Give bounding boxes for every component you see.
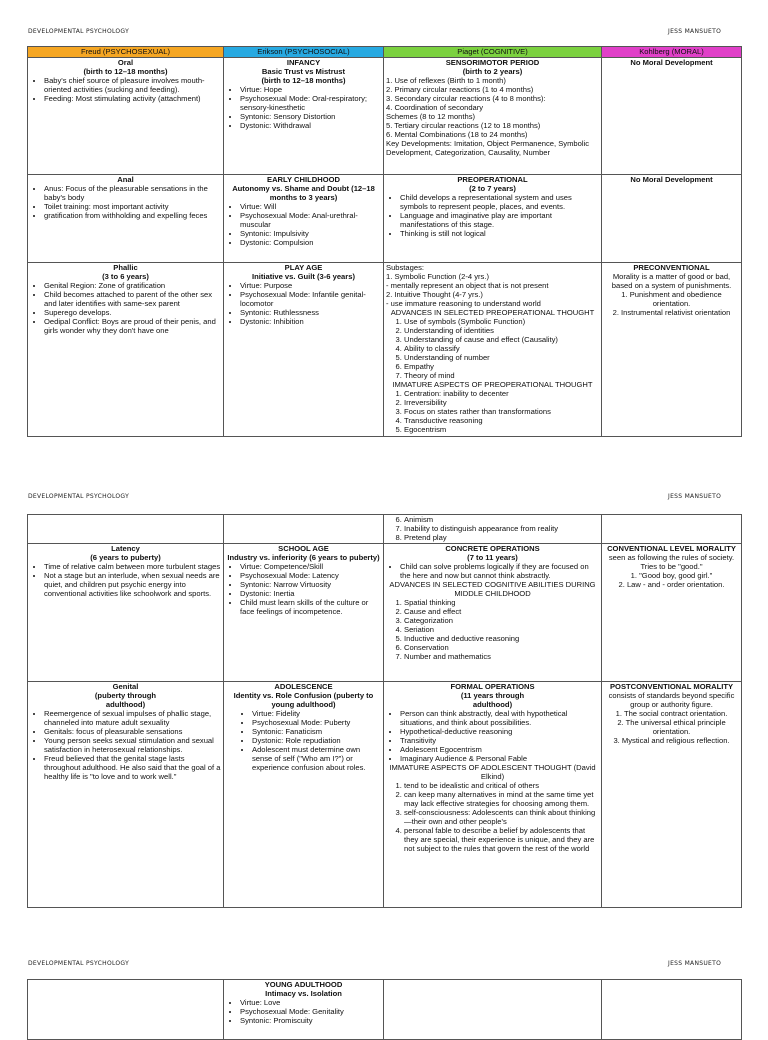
stages-table-page2	[27, 514, 742, 908]
list-item: • Virtue: Fidelity	[252, 709, 381, 718]
list-item: • Psychosexual Mode: Infantile genital-locomotor	[240, 290, 381, 308]
freud-genital-cell	[28, 682, 224, 908]
stage-conflict: Basic Trust vs Mistrust	[261, 67, 346, 76]
piaget-concrete-operations-cell	[384, 544, 602, 682]
piaget-sensorimotor-cell	[384, 58, 602, 175]
stage-conflict: Identity vs. Role Confusion (puberty to young adulthood)	[233, 691, 374, 709]
text-line: 3. Secondary circular reactions (4 to 8 months):	[386, 94, 546, 103]
text-line: 2. Instrumental relativist orientation	[612, 308, 731, 317]
stage-title: Genital	[112, 682, 139, 691]
stage-age: (6 years to puberty)	[90, 553, 161, 562]
list-item: • Freud believed that the genital stage lasts throughout adulthood. He also said that the goal of a healthy life is "to love and to work well."	[44, 754, 221, 781]
kohlberg-postconventional-cell	[602, 682, 742, 908]
list-item: 8. Pretend play	[404, 533, 599, 542]
stage-title: No Moral Development	[630, 175, 713, 184]
text-line: 1. "Good boy, good girl."	[630, 571, 713, 580]
list-item: • gratification from withholding and expelling feces	[44, 211, 221, 220]
list-item: 3. Categorization	[404, 616, 599, 625]
stage-age: (11 years through	[460, 691, 525, 700]
stage-age: adulthood)	[105, 700, 146, 709]
list-item: 2. Irreversibility	[404, 398, 599, 407]
list-item: • Psychosexual Mode: Anal-urethral-muscular	[240, 211, 381, 229]
text-line: 5. Tertiary circular reactions (12 to 18 months)	[386, 121, 541, 130]
list-item: • Not a stage but an interlude, when sexual needs are quiet, and children put psychic energy into conventional activities like schoolwork and sports.	[44, 571, 221, 598]
list-item: • Syntonic: Promiscuity	[240, 1016, 381, 1025]
text-line: 6. Mental Combinations (18 to 24 months)	[386, 130, 528, 139]
empty-cell	[384, 980, 602, 1040]
stages-table-page3	[27, 979, 742, 1040]
stage-age: (2 to 7 years)	[469, 184, 516, 193]
list-item: 7. Inability to distinguish appearance from reality	[404, 524, 599, 533]
freud-phallic-cell	[28, 263, 224, 437]
piaget-header: Piaget (COGNITIVE)	[384, 47, 602, 58]
list-item: • Syntonic: Fanaticism	[252, 727, 381, 736]
list-item: • Child can solve problems logically if they are focused on the here and now but cannot think abstractly.	[400, 562, 599, 580]
list-item: 3. Focus on states rather than transformations	[404, 407, 599, 416]
stage-age: (puberty through	[94, 691, 157, 700]
list-item: • Psychosexual Mode: Genitality	[240, 1007, 381, 1016]
text-line: 2. Primary circular reactions (1 to 4 months)	[386, 85, 534, 94]
erikson-early-childhood-cell	[224, 175, 384, 263]
list-item: 1. Use of symbols (Symbolic Function)	[404, 317, 599, 326]
stage-conflict: Initiative vs. Guilt (3-6 years)	[252, 272, 355, 281]
list-item: • Syntonic: Ruthlessness	[240, 308, 381, 317]
list-item: • Thinking is still not logical	[400, 229, 599, 238]
erikson-play-age-cell	[224, 263, 384, 437]
stage-title: FORMAL OPERATIONS	[450, 682, 535, 691]
freud-anal-cell	[28, 175, 224, 263]
list-item: • Syntonic: Sensory Distortion	[240, 112, 381, 121]
text-line: Substages:	[386, 263, 424, 272]
stage-age: (7 to 11 years)	[467, 553, 518, 562]
list-item: 5. Egocentrism	[404, 425, 599, 434]
erikson-school-age-cell	[224, 544, 384, 682]
page-header-left: DEVELOPMENTAL PSYCHOLOGY	[28, 493, 130, 500]
stage-title: SENSORIMOTOR PERIOD	[445, 58, 540, 67]
piaget-continued-cell	[384, 515, 602, 544]
list-item: • Anus: Focus of the pleasurable sensations in the baby's body	[44, 184, 221, 202]
stage-title: PREOPERATIONAL	[457, 175, 528, 184]
list-item: • Syntonic: Narrow Virtuosity	[240, 580, 381, 589]
empty-cell	[224, 515, 384, 544]
list-item: 1. Spatial thinking	[404, 598, 599, 607]
stage-age: (birth to 12–18 months)	[261, 76, 346, 85]
list-item: • Dystonic: Compulsion	[240, 238, 381, 247]
list-item: 2. Cause and effect	[404, 607, 599, 616]
page-header-left: DEVELOPMENTAL PSYCHOLOGY	[28, 28, 130, 35]
erikson-adolescence-cell	[224, 682, 384, 908]
list-item: • Feeding: Most stimulating activity (attachment)	[44, 94, 221, 103]
stage-title: PLAY AGE	[284, 263, 323, 272]
stage-title: ADOLESCENCE	[274, 682, 333, 691]
page-header-right: JESS MANSUETO	[668, 28, 722, 35]
erikson-infancy-cell	[224, 58, 384, 175]
list-item: 3. Understanding of cause and effect (Causality)	[404, 335, 599, 344]
empty-cell	[602, 515, 742, 544]
freud-latency-cell	[28, 544, 224, 682]
list-item: • Language and imaginative play are important manifestations of this stage.	[400, 211, 599, 229]
list-item: • Psychosexual Mode: Latency	[240, 571, 381, 580]
stage-age: (birth to 2 years)	[462, 67, 523, 76]
bullet-list	[30, 76, 221, 103]
list-item: 2. can keep many alternatives in mind at the same time yet may lack effective strategies for choosing among them.	[404, 790, 599, 808]
list-item: • Virtue: Hope	[240, 85, 381, 94]
stage-title: Anal	[117, 175, 134, 184]
list-item: • Person can think abstractly, deal with hypothetical situations, and think about possibilities.	[400, 709, 599, 727]
section-heading: IMMATURE ASPECTS OF PREOPERATIONAL THOUGHT	[392, 380, 593, 389]
piaget-preoperational-cell	[384, 175, 602, 263]
list-item: • Virtue: Purpose	[240, 281, 381, 290]
text-line: Key Developments: Imitation, Object Permanence, Symbolic Development, Categorization, Causality, Number	[386, 139, 590, 157]
stage-title: INFANCY	[286, 58, 321, 67]
kohlberg-header: Kohlberg (MORAL)	[602, 47, 742, 58]
list-item: • Superego develops.	[44, 308, 221, 317]
empty-cell	[602, 980, 742, 1040]
text-line: 2. Law - and - order orientation.	[618, 580, 725, 589]
text-line: 1. Use of reflexes (Birth to 1 month)	[386, 76, 506, 85]
list-item: • Psychosexual Mode: Oral-respiratory; sensory-kinesthetic	[240, 94, 381, 112]
list-item: 6. Animism	[404, 515, 599, 524]
stage-title: YOUNG ADULTHOOD	[264, 980, 343, 989]
list-item: • Genitals: focus of pleasurable sensations	[44, 727, 221, 736]
text-line: Tries to be "good."	[640, 562, 703, 571]
list-item: • Dystonic: Inhibition	[240, 317, 381, 326]
freud-header: Freud (PSYCHOSEXUAL)	[28, 47, 224, 58]
list-item: • Virtue: Competence/Skill	[240, 562, 381, 571]
list-item: • Dystonic: Withdrawal	[240, 121, 381, 130]
stage-age: adulthood)	[472, 700, 513, 709]
list-item: • Virtue: Will	[240, 202, 381, 211]
text-line: - use immature reasoning to understand world	[386, 299, 541, 308]
list-item: • Genital Region: Zone of gratification	[44, 281, 221, 290]
list-item: • Child becomes attached to parent of the other sex and later identifies with same-sex parent	[44, 290, 221, 308]
list-item: • Child must learn skills of the culture or face feelings of incompetence.	[240, 598, 381, 616]
text-line: 1. The social contract orientation.	[615, 709, 728, 718]
stages-table-page1	[27, 46, 742, 437]
erikson-young-adulthood-cell	[224, 980, 384, 1040]
stage-age: (3 to 6 years)	[102, 272, 149, 281]
kohlberg-cell	[602, 58, 742, 175]
stage-description: seen as following the rules of society.	[608, 553, 735, 562]
text-line: Schemes (8 to 12 months)	[386, 112, 476, 121]
text-line: 2. The universal ethical principle orientation.	[617, 718, 726, 736]
stage-title: POSTCONVENTIONAL MORALITY	[609, 682, 734, 691]
list-item: • Dystonic: Role repudiation	[252, 736, 381, 745]
section-heading: ADVANCES IN SELECTED PREOPERATIONAL THOUGHT	[390, 308, 595, 317]
list-item: • Imaginary Audience & Personal Fable	[400, 754, 599, 763]
stage-title: EARLY CHILDHOOD	[267, 175, 340, 184]
stage-title: CONCRETE OPERATIONS	[445, 544, 540, 553]
list-item: • Young person seeks sexual stimulation and sexual satisfaction in heterosexual relationships.	[44, 736, 221, 754]
stage-conflict: Industry vs. inferiority (6 years to puberty)	[227, 553, 380, 562]
list-item: • Baby's chief source of pleasure involves mouth-oriented activities (sucking and feeding).	[44, 76, 221, 94]
text-line: 2. Intuitive Thought (4-7 yrs.)	[386, 290, 483, 299]
freud-oral-cell	[28, 58, 224, 175]
stage-age: (birth to 12–18 months)	[83, 67, 168, 76]
list-item: 4. Ability to classify	[404, 344, 599, 353]
text-line: 4. Coordination of secondary	[386, 103, 484, 112]
empty-cell	[28, 515, 224, 544]
list-item: • Psychosexual Mode: Puberty	[252, 718, 381, 727]
text-line: 1. Symbolic Function (2-4 yrs.)	[386, 272, 489, 281]
list-item: 1. Centration: inability to decenter	[404, 389, 599, 398]
kohlberg-conventional-cell	[602, 544, 742, 682]
stage-description: consists of standards beyond specific group or authority figure.	[608, 691, 735, 709]
stage-title: PRECONVENTIONAL	[633, 263, 710, 272]
page-header-right: JESS MANSUETO	[668, 493, 722, 500]
list-item: • Adolescent Egocentrism	[400, 745, 599, 754]
kohlberg-preconventional-cell	[602, 263, 742, 437]
list-item: • Time of relative calm between more turbulent stages	[44, 562, 221, 571]
list-item: • Adolescent must determine own sense of self ("Who am I?") or experience confusion about roles.	[252, 745, 381, 772]
kohlberg-cell	[602, 175, 742, 263]
list-item: • Syntonic: Impulsivity	[240, 229, 381, 238]
piaget-formal-operations-cell	[384, 682, 602, 908]
list-item: 2. Understanding of identities	[404, 326, 599, 335]
stage-title: Phallic	[113, 263, 138, 272]
page-header-right: JESS MANSUETO	[668, 960, 722, 967]
list-item: 5. Inductive and deductive reasoning	[404, 634, 599, 643]
text-line: 1. Punishment and obedience orientation.	[621, 290, 722, 308]
list-item: • Oedipal Conflict: Boys are proud of their penis, and girls wonder why they don't have one	[44, 317, 221, 335]
list-item: 7. Number and mathematics	[404, 652, 599, 661]
list-item: • Hypothetical-deductive reasoning	[400, 727, 599, 736]
piaget-substages-cell	[384, 263, 602, 437]
list-item: 7. Theory of mind	[404, 371, 599, 380]
list-item: • Transitivity	[400, 736, 599, 745]
stage-title: Latency	[111, 544, 140, 553]
list-item: 3. self-consciousness: Adolescents can think about thinking—their own and other people's	[404, 808, 599, 826]
stage-title: No Moral Development	[630, 58, 713, 67]
stage-conflict: Intimacy vs. Isolation	[265, 989, 342, 998]
section-heading: IMMATURE ASPECTS OF ADOLESCENT THOUGHT (David Elkind)	[389, 763, 596, 781]
text-line: - mentally represent an object that is not present	[386, 281, 549, 290]
section-heading: ADVANCES IN SELECTED COGNITIVE ABILITIES DURING MIDDLE CHILDHOOD	[389, 580, 596, 598]
list-item: 6. Conservation	[404, 643, 599, 652]
list-item: • Dystonic: Inertia	[240, 589, 381, 598]
erikson-header: Erikson (PSYCHOSOCIAL)	[224, 47, 384, 58]
list-item: 4. personal fable to describe a belief by adolescents that they are special, their experience is unique, and they are not subject to the rules that govern the rest of the world	[404, 826, 599, 853]
list-item: 5. Understanding of number	[404, 353, 599, 362]
list-item: • Child develops a representational system and uses symbols to represent people, places, and events.	[400, 193, 599, 211]
stage-title: Oral	[117, 58, 134, 67]
page-header-left: DEVELOPMENTAL PSYCHOLOGY	[28, 960, 130, 967]
list-item: 4. Transductive reasoning	[404, 416, 599, 425]
stage-description: Morality is a matter of good or bad, based on a system of punishments.	[611, 272, 732, 290]
list-item: 6. Empathy	[404, 362, 599, 371]
empty-cell	[28, 980, 224, 1040]
list-item: • Virtue: Love	[240, 998, 381, 1007]
stage-title: SCHOOL AGE	[278, 544, 329, 553]
list-item: • Reemergence of sexual impulses of phallic stage, channeled into mature adult sexuality	[44, 709, 221, 727]
text-line: 3. Mystical and religious reflection.	[613, 736, 730, 745]
list-item: 4. Seriation	[404, 625, 599, 634]
stage-conflict: Autonomy vs. Shame and Doubt (12–18 months to 3 years)	[232, 184, 375, 202]
list-item: 1. tend to be idealistic and critical of others	[404, 781, 599, 790]
stage-title: CONVENTIONAL LEVEL MORALITY	[607, 544, 736, 553]
list-item: • Toilet training: most important activity	[44, 202, 221, 211]
